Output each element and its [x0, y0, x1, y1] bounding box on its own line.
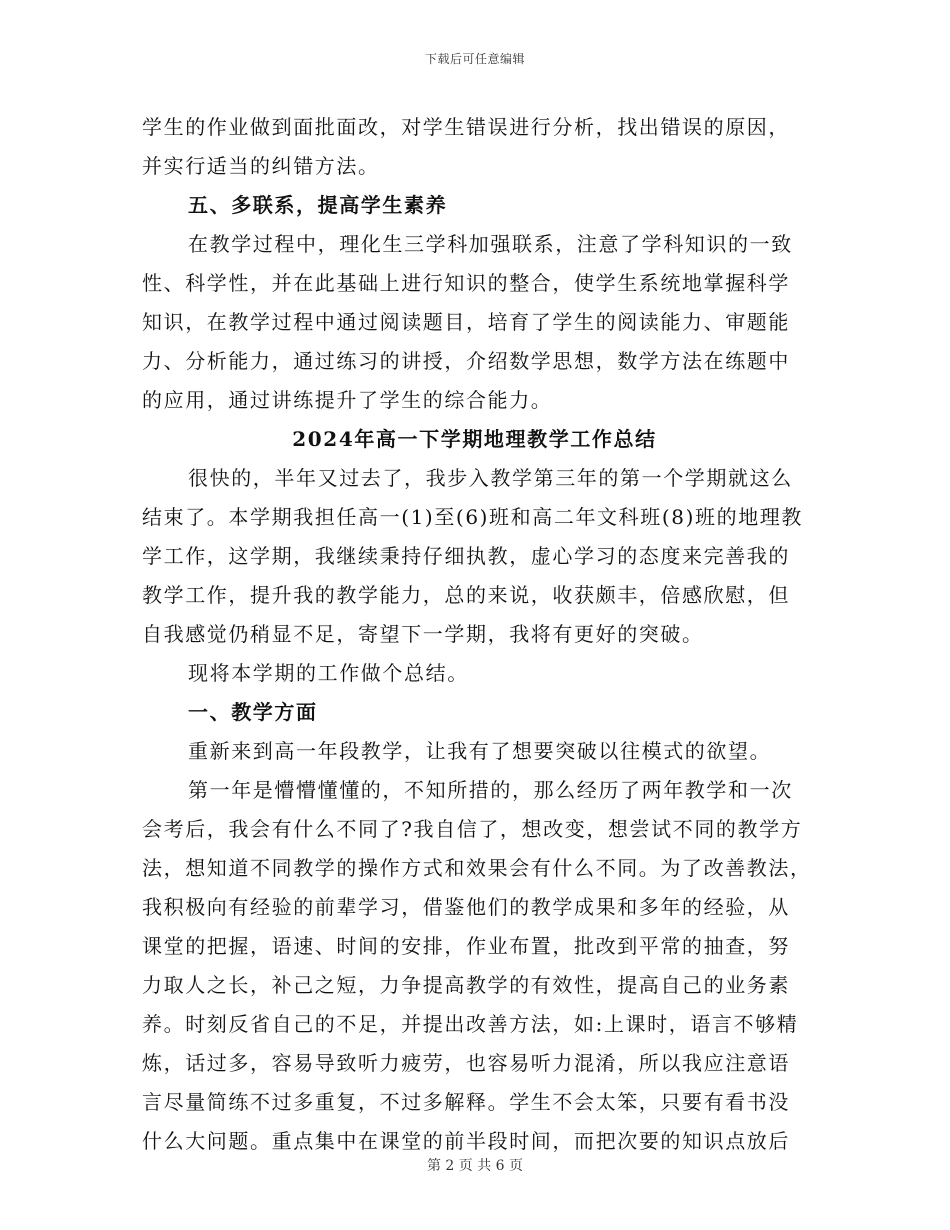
text-line: 教学工作，提升我的教学能力，总的来说，收获颇丰，倍感欣慰，但: [142, 583, 790, 607]
section-heading-5: 五、多联系，提高学生素养: [188, 193, 448, 217]
text-line: 的应用，通过讲练提升了学生的综合能力。: [142, 388, 553, 412]
text-line: 我积极向有经验的前辈学习，借鉴他们的教学成果和多年的经验，从: [142, 895, 790, 919]
text-line: 很快的，半年又过去了，我步入教学第三年的第一个学期就这么: [188, 466, 793, 490]
paragraph-summary-lead: 现将本学期的工作做个总结。: [188, 661, 469, 685]
text-line: 什么大问题。重点集中在课堂的前半段时间，而把次要的知识点放后: [142, 1129, 790, 1153]
text-line: 养。时刻反省自己的不足，并提出改善方法，如:上课时，语言不够精: [142, 1012, 799, 1036]
text-line: 结束了。本学期我担任高一(1)至(6)班和高二年文科班(8)班的地理教: [142, 505, 803, 529]
page-footer: 第 2 页 共 6 页: [426, 1158, 524, 1174]
text-line: 自我感觉仍稍显不足，寄望下一学期，我将有更好的突破。: [142, 622, 704, 646]
paragraph-continuation: [142, 108, 807, 186]
paragraph-intro: [142, 459, 807, 654]
text-line: 第一年是懵懵懂懂的，不知所措的，那么经历了两年教学和一次: [188, 778, 793, 802]
text-line: 力、分析能力，通过练习的讲授，介绍数学思想，数学方法在练题中: [142, 349, 790, 373]
text-line: 并实行适当的纠错方法。: [142, 154, 380, 178]
document-title: 2024年高一下学期地理教学工作总结: [292, 427, 657, 451]
text-line: 课堂的把握，语速、时间的安排，作业布置，批改到平常的抽查，努: [142, 934, 790, 958]
text-line: 学工作，这学期，我继续秉持仔细执教，虚心学习的态度来完善我的: [142, 544, 790, 568]
text-line: 会考后，我会有什么不同了?我自信了，想改变，想尝试不同的教学方: [142, 817, 803, 841]
text-line: 言尽量简练不过多重复，不过多解释。学生不会太笨，只要有看书没: [142, 1090, 790, 1114]
page-header: 下载后可任意编辑: [424, 52, 525, 66]
paragraph-linkage: [142, 225, 807, 420]
document-body: [142, 108, 812, 1161]
text-line: 法，想知道不同教学的操作方式和效果会有什么不同。为了改善教法，: [142, 856, 812, 880]
text-line: 知识，在教学过程中通过阅读题目，培育了学生的阅读能力、审题能: [142, 310, 790, 334]
text-line: 炼，话过多，容易导致听力疲劳，也容易听力混淆，所以我应注意语: [142, 1051, 790, 1075]
text-line: 性、科学性，并在此基础上进行知识的整合，使学生系统地掌握科学: [142, 271, 790, 295]
text-line: 在教学过程中，理化生三学科加强联系，注意了学科知识的一致: [188, 232, 793, 256]
paragraph-new-start: 重新来到高一年段教学，让我有了想要突破以往模式的欲望。: [188, 739, 772, 763]
text-line: 力取人之长，补己之短，力争提高教学的有效性，提高自己的业务素: [142, 973, 790, 997]
paragraph-teaching-reflection: [142, 771, 812, 1161]
text-line: 学生的作业做到面批面改，对学生错误进行分析，找出错误的原因，: [142, 115, 790, 139]
section-heading-1: 一、教学方面: [188, 700, 318, 724]
